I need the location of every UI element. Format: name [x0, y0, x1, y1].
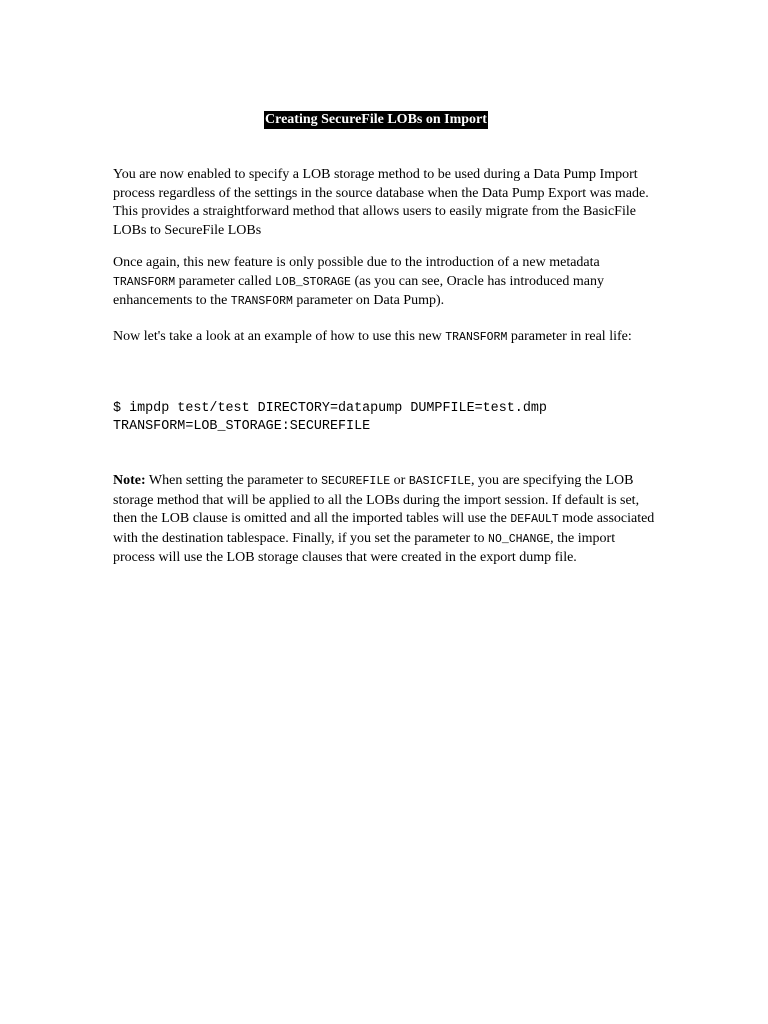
code-term: SECUREFILE	[321, 475, 391, 488]
document-title: Creating SecureFile LOBs on Import	[265, 112, 487, 127]
intro-paragraph: You are now enabled to specify a LOB storage method to be used during a Data Pump Import process regardless of the settings in the source database when the Data Pump Export was made. This provides a straightforward method that allows users to easily migrate from the BasicFile LOBs to SecureFile LOBs	[113, 167, 649, 238]
text-run: , the import process will use the LOB storage clauses that were created in the export dump file.	[113, 530, 616, 566]
text-run: , you are specifying the LOB storage method that will be applied to all the LOBs during the import session. If default is set, then the LOB clause is omitted and all the imported tables will use the	[113, 473, 640, 527]
code-line: $ impdp test/test DIRECTORY=datapump DUMPFILE=test.dmp	[113, 401, 547, 416]
code-term: TRANSFORM	[230, 295, 293, 309]
text-run: or	[390, 473, 409, 488]
code-term: NO_CHANGE	[488, 532, 551, 546]
text-run: mode associated with the destination tablespace. Finally, if you set the parameter to	[113, 511, 655, 546]
text-run: When setting the parameter to	[145, 473, 322, 488]
text-run: (as you can see, Oracle has introduced many enhancements to the	[113, 273, 605, 309]
code-term: TRANSFORM	[113, 275, 176, 289]
code-term: TRANSFORM	[445, 331, 508, 344]
text-run: parameter called	[175, 273, 276, 289]
code-example	[113, 400, 673, 436]
text-run: parameter in real life:	[507, 329, 632, 344]
note-paragraph	[113, 472, 658, 568]
code-term: LOB_STORAGE	[275, 275, 351, 289]
text-run: Once again, this new feature is only possible due to the introduction of a new metadata	[113, 255, 600, 270]
text-run: parameter on Data Pump).	[292, 293, 445, 309]
code-term: BASICFILE	[408, 475, 471, 488]
example-intro-paragraph	[113, 328, 658, 348]
text-run: Now let's take a look at an example of how to use this new	[113, 329, 446, 344]
note-label: Note:	[113, 473, 146, 488]
code-line: TRANSFORM=LOB_STORAGE:SECUREFILE	[113, 419, 371, 434]
transform-paragraph	[113, 254, 658, 312]
code-term: DEFAULT	[510, 513, 559, 527]
